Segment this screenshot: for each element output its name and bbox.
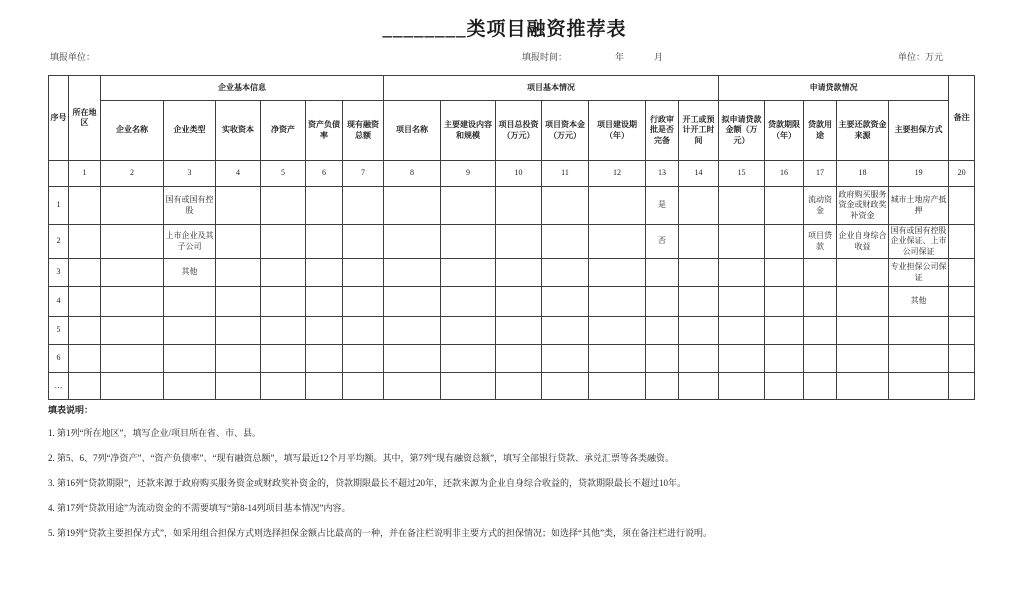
col-approval-complete: 行政审批是否完备 <box>646 101 679 161</box>
cell <box>949 373 975 400</box>
cell: 城市土地房产抵押 <box>889 187 949 225</box>
cell <box>441 373 496 400</box>
cell <box>216 373 261 400</box>
table-row <box>49 373 975 400</box>
col-loan-amount: 拟申请贷款金额（万元） <box>719 101 765 161</box>
cell <box>101 345 164 373</box>
cell <box>496 287 542 317</box>
col-net-assets: 净资产 <box>261 101 306 161</box>
col-construction-scope: 主要建设内容和规模 <box>441 101 496 161</box>
cell <box>646 259 679 287</box>
cell <box>679 317 719 345</box>
unit-note: 单位：万元 <box>898 52 944 62</box>
cell <box>542 287 589 317</box>
group-header-row <box>49 76 975 101</box>
cell <box>101 259 164 287</box>
cell <box>441 287 496 317</box>
cell <box>343 317 384 345</box>
cell-seq: 1 <box>49 187 69 225</box>
cell <box>765 345 804 373</box>
cell <box>646 317 679 345</box>
cell <box>384 317 441 345</box>
cell <box>496 345 542 373</box>
cell <box>496 187 542 225</box>
cell <box>765 317 804 345</box>
col-number: 12 <box>589 161 646 187</box>
cell <box>164 317 216 345</box>
col-enterprise-type: 企业类型 <box>164 101 216 161</box>
cell <box>496 259 542 287</box>
cell <box>837 287 889 317</box>
table-row <box>49 317 975 345</box>
group-enterprise-info: 企业基本信息 <box>101 76 384 101</box>
cell <box>719 373 765 400</box>
cell <box>306 225 343 259</box>
table-row <box>49 259 975 287</box>
cell <box>837 345 889 373</box>
cell <box>589 317 646 345</box>
cell <box>679 259 719 287</box>
cell <box>69 225 101 259</box>
header-seq: 序号 <box>49 76 69 161</box>
col-guarantee-method: 主要担保方式 <box>889 101 949 161</box>
col-loan-term: 贷款期限（年） <box>765 101 804 161</box>
table-row <box>49 187 975 225</box>
cell-seq: 2 <box>49 225 69 259</box>
cell <box>216 345 261 373</box>
report-time-label: 填报时间： <box>522 52 568 62</box>
cell <box>837 259 889 287</box>
cell <box>949 259 975 287</box>
cell <box>343 345 384 373</box>
cell <box>804 373 837 400</box>
cell-seq: 5 <box>49 317 69 345</box>
col-start-time: 开工或预计开工时间 <box>679 101 719 161</box>
cell: 政府购买服务资金或财政奖补资金 <box>837 187 889 225</box>
table-row <box>49 345 975 373</box>
page-title: ________类项目融资推荐表 <box>382 19 627 40</box>
note-item: 5. 第19列“贷款主要担保方式”，如采用组合担保方式则选择担保金额占比最高的一种，并在备注栏说明非主要方式的担保情况；如选择“其他”类，须在备注栏进行说明。 <box>48 528 712 538</box>
note-item: 3. 第16列“贷款期限”，还款来源于政府购买服务资金或财政奖补资金的，贷款期限最长不超过20年，还款来源为企业自身综合收益的，贷款期限最长不超过10年。 <box>48 478 686 488</box>
cell: 国有或国有控股企业保证、上市公司保证 <box>889 225 949 259</box>
group-loan-info: 申请贷款情况 <box>719 76 949 101</box>
cell <box>306 317 343 345</box>
cell <box>216 225 261 259</box>
cell <box>949 187 975 225</box>
cell <box>384 259 441 287</box>
cell <box>216 187 261 225</box>
col-number: 9 <box>441 161 496 187</box>
cell <box>889 317 949 345</box>
col-debt-ratio: 资产负债率 <box>306 101 343 161</box>
col-number: 4 <box>216 161 261 187</box>
cell <box>306 187 343 225</box>
cell <box>343 287 384 317</box>
column-header-row <box>49 101 975 161</box>
cell <box>589 259 646 287</box>
cell <box>646 373 679 400</box>
cell <box>837 373 889 400</box>
header-region: 所在地区 <box>69 76 101 161</box>
cell <box>164 373 216 400</box>
cell <box>589 287 646 317</box>
cell <box>804 345 837 373</box>
cell <box>69 317 101 345</box>
cell <box>441 225 496 259</box>
cell <box>164 345 216 373</box>
cell <box>101 317 164 345</box>
cell <box>69 259 101 287</box>
cell <box>719 345 765 373</box>
cell <box>343 373 384 400</box>
cell <box>216 287 261 317</box>
cell <box>889 373 949 400</box>
cell <box>679 225 719 259</box>
cell <box>216 259 261 287</box>
cell-seq: 6 <box>49 345 69 373</box>
cell <box>101 287 164 317</box>
col-number <box>49 161 69 187</box>
col-number: 13 <box>646 161 679 187</box>
cell: 上市企业及其子公司 <box>164 225 216 259</box>
col-enterprise-name: 企业名称 <box>101 101 164 161</box>
cell <box>216 317 261 345</box>
col-loan-purpose: 贷款用途 <box>804 101 837 161</box>
header-remark: 备注 <box>949 76 975 161</box>
cell <box>679 187 719 225</box>
cell <box>306 287 343 317</box>
col-repayment-source: 主要还款资金来源 <box>837 101 889 161</box>
cell <box>496 373 542 400</box>
cell: 项目贷款 <box>804 225 837 259</box>
cell <box>441 187 496 225</box>
col-number: 10 <box>496 161 542 187</box>
table-row <box>49 225 975 259</box>
notes-heading: 填表说明： <box>48 405 94 415</box>
cell <box>261 287 306 317</box>
cell <box>765 373 804 400</box>
cell: 流动资金 <box>804 187 837 225</box>
cell <box>542 225 589 259</box>
cell <box>261 187 306 225</box>
cell-seq: 4 <box>49 287 69 317</box>
cell: 企业自身综合收益 <box>837 225 889 259</box>
cell <box>949 345 975 373</box>
cell <box>542 259 589 287</box>
cell <box>384 287 441 317</box>
cell <box>542 317 589 345</box>
cell <box>837 317 889 345</box>
cell <box>589 373 646 400</box>
cell <box>101 373 164 400</box>
col-number: 6 <box>306 161 343 187</box>
cell <box>69 345 101 373</box>
col-project-name: 项目名称 <box>384 101 441 161</box>
cell <box>589 187 646 225</box>
cell <box>646 345 679 373</box>
cell: 是 <box>646 187 679 225</box>
cell <box>719 259 765 287</box>
cell <box>384 225 441 259</box>
cell-seq: 3 <box>49 259 69 287</box>
note-item: 1. 第1列“所在地区”，填写企业/项目所在省、市、县。 <box>48 428 261 438</box>
group-project-info: 项目基本情况 <box>384 76 719 101</box>
cell: 国有或国有控股 <box>164 187 216 225</box>
cell <box>101 187 164 225</box>
col-number: 20 <box>949 161 975 187</box>
col-number: 3 <box>164 161 216 187</box>
cell <box>261 317 306 345</box>
cell <box>804 259 837 287</box>
col-number: 8 <box>384 161 441 187</box>
col-project-capital: 项目资本金（万元） <box>542 101 589 161</box>
cell <box>496 317 542 345</box>
cell <box>679 345 719 373</box>
cell <box>679 287 719 317</box>
col-number: 11 <box>542 161 589 187</box>
cell <box>679 373 719 400</box>
cell <box>949 287 975 317</box>
cell <box>589 225 646 259</box>
cell <box>306 259 343 287</box>
cell <box>441 317 496 345</box>
cell <box>306 373 343 400</box>
col-number: 7 <box>343 161 384 187</box>
cell <box>306 345 343 373</box>
cell <box>343 225 384 259</box>
cell: 其他 <box>889 287 949 317</box>
col-existing-financing: 现有融资总额 <box>343 101 384 161</box>
col-number: 19 <box>889 161 949 187</box>
cell <box>889 345 949 373</box>
column-number-row <box>49 161 975 187</box>
cell <box>261 373 306 400</box>
fill-instructions <box>48 403 998 551</box>
cell <box>343 187 384 225</box>
cell <box>69 287 101 317</box>
cell <box>765 287 804 317</box>
cell <box>646 287 679 317</box>
cell <box>765 187 804 225</box>
cell <box>765 259 804 287</box>
report-time-block <box>522 50 663 63</box>
col-number: 17 <box>804 161 837 187</box>
year-label: 年 <box>615 52 625 62</box>
cell <box>384 373 441 400</box>
cell <box>261 225 306 259</box>
cell: 其他 <box>164 259 216 287</box>
cell <box>496 225 542 259</box>
cell <box>542 187 589 225</box>
cell-seq: … <box>49 373 69 400</box>
cell <box>719 187 765 225</box>
cell <box>719 287 765 317</box>
cell <box>765 225 804 259</box>
cell <box>589 345 646 373</box>
col-construction-period: 项目建设期（年） <box>589 101 646 161</box>
cell <box>441 345 496 373</box>
col-number: 5 <box>261 161 306 187</box>
month-label: 月 <box>654 52 664 62</box>
col-number: 1 <box>69 161 101 187</box>
cell <box>719 317 765 345</box>
cell <box>441 259 496 287</box>
cell: 否 <box>646 225 679 259</box>
cell <box>542 373 589 400</box>
cell <box>949 225 975 259</box>
col-number: 15 <box>719 161 765 187</box>
cell <box>719 225 765 259</box>
cell: 专业担保公司保证 <box>889 259 949 287</box>
cell <box>261 259 306 287</box>
table-row <box>49 287 975 317</box>
cell <box>542 345 589 373</box>
cell <box>384 187 441 225</box>
col-number: 18 <box>837 161 889 187</box>
col-total-investment: 项目总投资（万元） <box>496 101 542 161</box>
col-number: 2 <box>101 161 164 187</box>
cell <box>384 345 441 373</box>
report-unit-label: 填报单位： <box>50 52 96 62</box>
col-paid-in-capital: 实收资本 <box>216 101 261 161</box>
cell <box>69 187 101 225</box>
cell <box>69 373 101 400</box>
cell <box>261 345 306 373</box>
cell <box>343 259 384 287</box>
note-item: 4. 第17列“贷款用途”为流动资金的不需要填写“第8-14列项目基本情况”内容。 <box>48 503 351 513</box>
col-number: 16 <box>765 161 804 187</box>
financing-table <box>48 75 975 400</box>
cell <box>164 287 216 317</box>
cell <box>949 317 975 345</box>
cell <box>101 225 164 259</box>
col-number: 14 <box>679 161 719 187</box>
cell <box>804 317 837 345</box>
cell <box>804 287 837 317</box>
note-item: 2. 第5、6、7列“净资产”、“资产负债率”、“现有融资总额”，填写最近12个月平均额。其中，第7列“现有融资总额”，填写全部银行贷款、承兑汇票等各类融资。 <box>48 453 674 463</box>
